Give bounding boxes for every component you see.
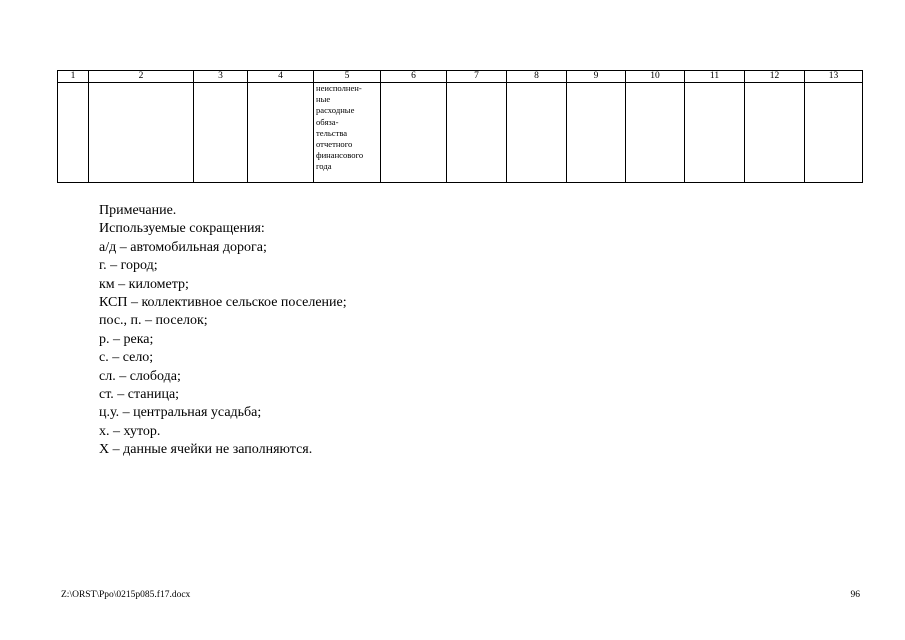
column-header: 6 <box>381 71 447 83</box>
table-cell <box>58 83 89 183</box>
page-number: 96 <box>850 590 860 600</box>
table-cell <box>685 83 745 183</box>
column-header: 11 <box>685 71 745 83</box>
abbreviation-item: а/д – автомобильная дорога; <box>99 239 267 255</box>
abbreviation-item: пос., п. – поселок; <box>99 313 208 329</box>
table-cell-unfulfilled-obligations: неисполнен- ные расходные обяза- тельства отчетного финансового года <box>314 83 381 183</box>
column-header: 8 <box>507 71 567 83</box>
abbreviation-item: ц.у. – центральная усадьба; <box>99 405 262 421</box>
column-header: 4 <box>248 71 314 83</box>
table-header-row <box>58 71 863 83</box>
column-header: 13 <box>805 71 863 83</box>
footer-file-path: Z:\ORST\Ppo\0215p085.f17.docx <box>61 590 191 600</box>
abbreviation-item: р. – река; <box>99 331 154 347</box>
table-cell <box>567 83 626 183</box>
abbreviation-item: х. – хутор. <box>99 423 161 439</box>
abbreviation-item: км – километр; <box>99 276 189 292</box>
table-cell <box>805 83 863 183</box>
abbreviation-item: ст. – станица; <box>99 387 180 403</box>
column-header: 7 <box>447 71 507 83</box>
table-cell <box>626 83 685 183</box>
column-header: 5 <box>314 71 381 83</box>
abbreviation-item: с. – село; <box>99 350 154 366</box>
notes-block <box>99 202 347 460</box>
table-cell <box>248 83 314 183</box>
column-header: 3 <box>194 71 248 83</box>
column-header: 1 <box>58 71 89 83</box>
table-cell <box>745 83 805 183</box>
abbreviation-item: г. – город; <box>99 258 158 274</box>
column-header: 12 <box>745 71 805 83</box>
table-cell <box>381 83 447 183</box>
data-table <box>57 70 863 183</box>
column-header: 10 <box>626 71 685 83</box>
table-cell <box>507 83 567 183</box>
abbreviation-item: X – данные ячейки не заполняются. <box>99 442 313 458</box>
column-header: 9 <box>567 71 626 83</box>
abbreviations-heading: Используемые сокращения: <box>99 221 265 237</box>
abbreviation-item: КСП – коллективное сельское поселение; <box>99 295 347 311</box>
abbreviation-item: сл. – слобода; <box>99 368 181 384</box>
column-header: 2 <box>89 71 194 83</box>
table-row <box>58 83 863 183</box>
table-cell <box>194 83 248 183</box>
table-cell <box>89 83 194 183</box>
note-title: Примечание. <box>99 203 177 218</box>
table-cell <box>447 83 507 183</box>
